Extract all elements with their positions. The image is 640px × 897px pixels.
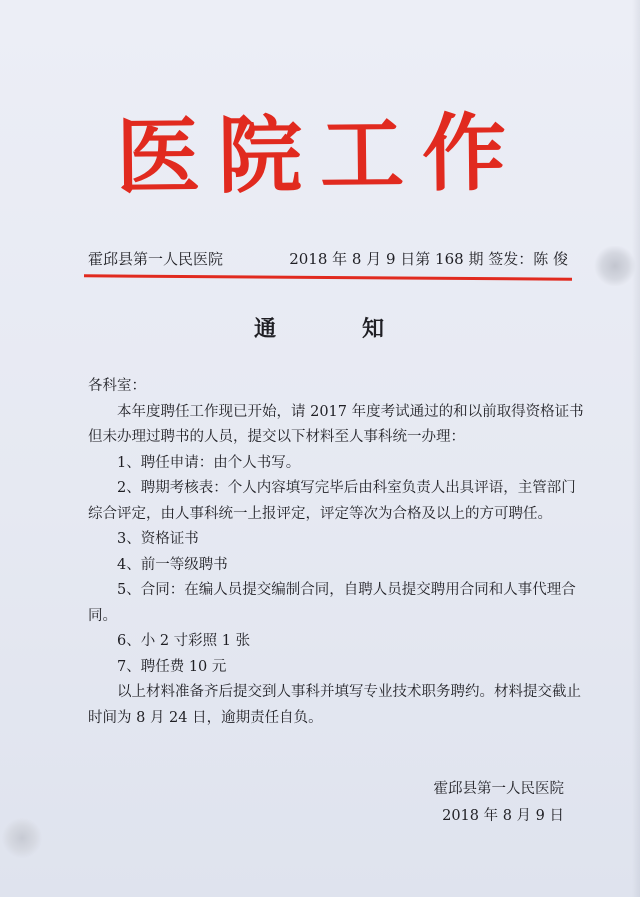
signature-organization: 霍邱县第一人民医院 [433,781,564,797]
list-item: 1、聘任申请：由个人书写。 [117,454,301,471]
issue-metadata: 2018 年 8 月 9 日第 168 期 签发：陈 俊 [289,250,568,268]
notice-title-char-2: 知 [362,316,387,342]
signature-block [434,776,565,830]
salutation: 各科室： [88,378,146,394]
notice-body [88,374,584,731]
issuing-organization: 霍邱县第一人民医院 [88,250,224,268]
notice-title [0,312,640,343]
closing-paragraph: 以上材料准备齐后提交到人事科并填写专业技术职务聘约。材料提交截止时间为 8 月 24 日，逾期责任自负。 [88,684,581,726]
intro-paragraph: 本年度聘任工作现已开始，请 2017 年度考试通过的和以前取得资格证书但未办理过聘书的人员，提交以下材料至人事科统一办理： [88,403,584,445]
red-divider-rule [84,274,572,280]
notice-title-char-1: 通 [253,316,278,342]
list-item: 5、合同：在编人员提交编制合同，自聘人员提交聘用合同和人事代理合同。 [88,582,576,624]
list-item: 4、前一等级聘书 [117,556,228,573]
signature-date: 2018 年 8 月 9 日 [442,808,564,824]
list-item: 3、资格证书 [117,531,199,547]
list-item: 7、聘任费 10 元 [117,658,227,675]
masthead-title: 医院工作 [115,102,525,207]
list-item: 2、聘期考核表：个人内容填写完毕后由科室负责人出具评语，主管部门综合评定，由人事科统一上报评定，评定等次为合格及以上的方可聘任。 [88,480,576,522]
paper-smudge [594,246,636,286]
issue-line [88,248,568,272]
paper-smudge [2,818,42,858]
list-item: 6、小 2 寸彩照 1 张 [117,633,251,649]
